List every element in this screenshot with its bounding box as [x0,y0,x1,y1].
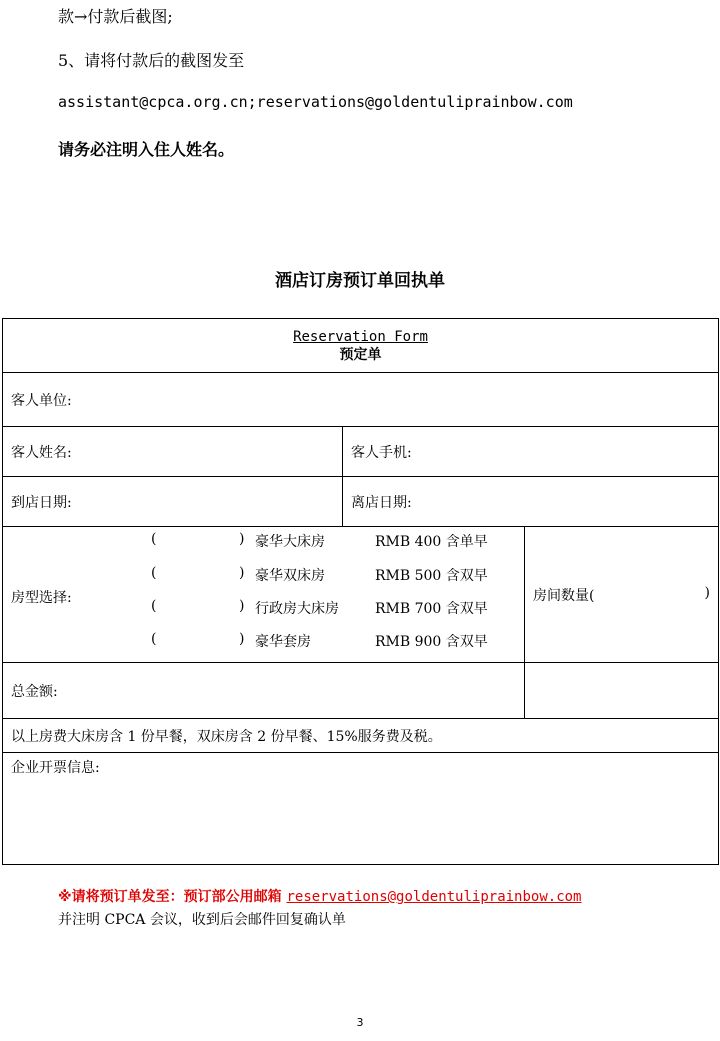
room-type-cell [3,527,525,663]
form-header [3,319,719,373]
room-count-paren-close: ) [704,584,711,601]
reservation-form-table [2,318,719,865]
arrival-date-field[interactable] [3,477,343,527]
room-count-label: 房间数量( [533,587,595,604]
intro-line-2: 5、请将付款后的截图发至 [58,51,245,70]
guest-phone-label: 客人手机: [351,444,412,461]
room-option-paren-open: ( [151,530,157,547]
price-note [3,719,719,753]
invoice-info-label: 企业开票信息: [11,760,100,776]
room-option-price: RMB 900 含双早 [375,633,488,650]
intro-line-1: 款→付款后截图; [58,7,173,26]
page-number: 3 [356,1016,364,1029]
cpca-notice: 并注明 CPCA 会议，收到后会邮件回复确认单 [58,912,346,928]
email-notice-prefix: ※请将预订单发至：预订部公用邮箱 [58,889,287,905]
form-title: 酒店订房预订单回执单 [275,271,445,291]
intro-name-notice: 请务必注明入住人姓名。 [58,140,235,159]
form-header-cn: 预定单 [339,346,382,363]
total-amount-value[interactable] [525,663,719,719]
reservation-email-link[interactable]: reservations@goldentuliprainbow.com [286,889,582,905]
guest-name-label: 客人姓名: [11,444,72,461]
room-option-name: 行政房大床房 [255,600,339,617]
email-notice [58,886,582,906]
price-note-text: 以上房费大床房含 1 份早餐，双床房含 2 份早餐、15%服务费及税。 [11,728,442,745]
room-option-name: 豪华套房 [255,633,311,650]
room-option-paren-open: ( [151,597,157,614]
room-option-price: RMB 700 含双早 [375,600,488,617]
room-option-paren-close: ) [239,630,245,647]
form-header-en: Reservation Form [293,328,428,345]
room-option-name: 豪华双床房 [255,567,325,584]
arrival-date-label: 到店日期: [11,494,72,511]
room-count-field[interactable] [525,527,719,663]
departure-date-label: 离店日期: [351,494,412,511]
room-option-paren-open: ( [151,564,157,581]
guest-company-field[interactable] [3,373,719,427]
departure-date-field[interactable] [343,477,719,527]
guest-phone-field[interactable] [343,427,719,477]
room-option-paren-close: ) [239,564,245,581]
guest-company-label: 客人单位: [11,392,72,409]
room-option-paren-close: ) [239,530,245,547]
room-option-price: RMB 500 含双早 [375,567,488,584]
room-type-label: 房型选择: [11,589,72,606]
total-amount-field[interactable] [3,663,525,719]
invoice-info-field[interactable] [3,753,719,865]
intro-emails: assistant@cpca.org.cn;reservations@goldentuliprainbow.com [58,93,573,111]
total-amount-label: 总金额: [11,683,58,700]
room-option-paren-open: ( [151,630,157,647]
room-option-paren-close: ) [239,597,245,614]
room-option-name: 豪华大床房 [255,533,325,550]
guest-name-field[interactable] [3,427,343,477]
room-option-price: RMB 400 含单早 [375,533,488,550]
